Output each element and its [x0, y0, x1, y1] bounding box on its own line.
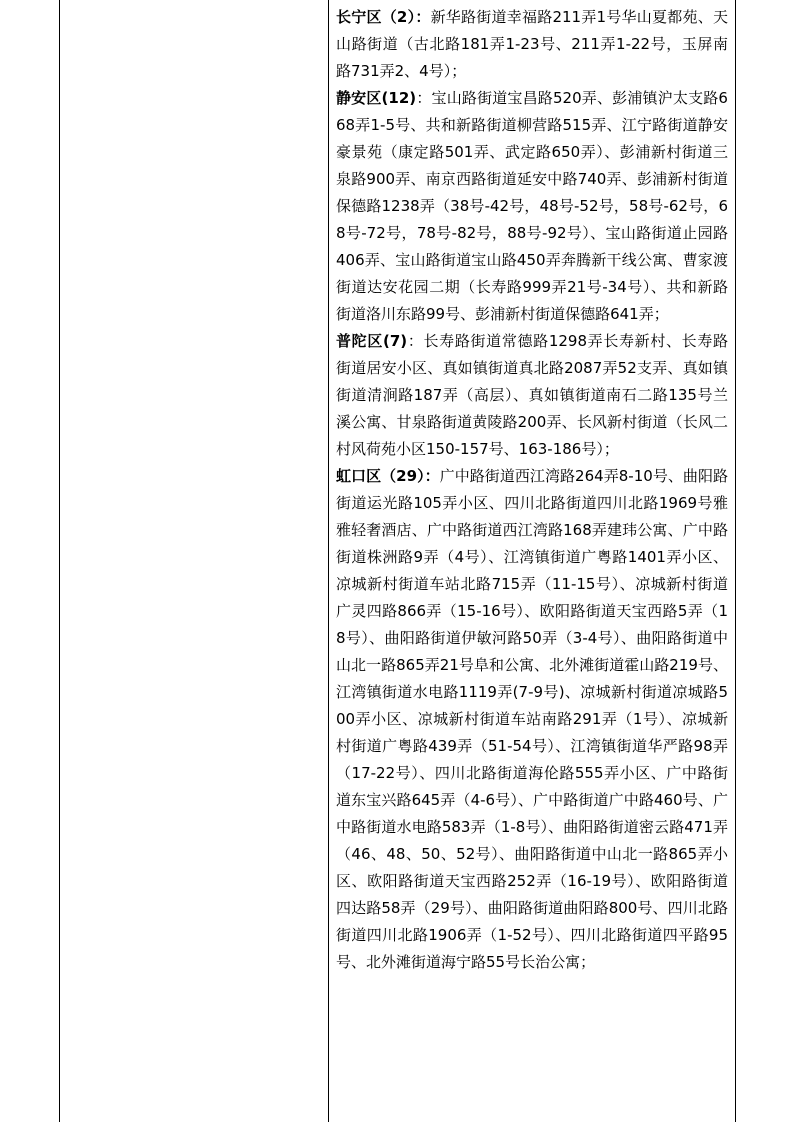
left-empty-cell: [61, 0, 327, 1122]
column-divider: [328, 0, 329, 1122]
district-addresses: 长寿路街道常德路1298弄长寿新村、长寿路街道居安小区、真如镇街道真北路2087弄52支弄、真如镇街道清涧路187弄（高层）、真如镇街道南石二路135号兰溪公寓、甘泉路街道黄陵路200弄、长风新村街道（长风二村风荷苑小区150-157号、163-186号）；: [336, 332, 728, 458]
district-entry-hongkou: [336, 463, 728, 976]
district-name: 长宁区（2）: [336, 8, 416, 26]
district-name: 静安区(12): [336, 89, 417, 107]
district-entry-changning: [336, 4, 728, 85]
address-list-cell: [336, 4, 728, 976]
district-separator: ：: [407, 332, 424, 350]
district-addresses: 广中路街道西江湾路264弄8-10号、曲阳路街道运光路105弄小区、四川北路街道四川北路1969号雅雅轻奢酒店、广中路街道西江湾路168弄建玮公寓、广中路街道株洲路9弄（4号）、江湾镇街道广粤路1401弄小区、凉城新村街道车站北路715弄（11-15号）、凉城新村街道广灵四路866弄（15-16号）、欧阳路街道天宝西路5弄（18号）、曲阳路街道伊敏河路50弄（3-4号）、曲阳路街道中山北一路865弄21号阜和公寓、北外滩街道霍山路219号、江湾镇街道水电路1119弄(7-9号)、凉城新村街道凉城路500弄小区、凉城新村街道车站南路291弄（1号）、凉城新村街道广粤路439弄（51-54号）、江湾镇街道华严路98弄（17-22号）、四川北路街道海伦路555弄小区、广中路街道东宝兴路645弄（4-6号）、广中路街道广中路460号、广中路街道水电路583弄（1-8号）、曲阳路街道密云路471弄（46、48、50、52号）、曲阳路街道中山北一路865弄小区、欧阳路街道天宝西路252弄（16-19号）、欧阳路街道四达路58弄（29号）、曲阳路街道曲阳路800号、四川北路街道四川北路1906弄（1-52号）、四川北路街道四平路95号、北外滩街道海宁路55号长治公寓；: [336, 467, 728, 971]
district-separator: ：: [415, 8, 431, 26]
district-separator: ：: [424, 467, 440, 485]
district-addresses: 宝山路街道宝昌路520弄、彭浦镇沪太支路668弄1-5号、共和新路街道柳营路515弄、江宁路街道静安豪景苑（康定路501弄、武定路650弄）、彭浦新村街道三泉路900弄、南京西路街道延安中路740弄、彭浦新村街道保德路1238弄（38号-42号，48号-52号，58号-62号，68号-72号，78号-82号，88号-92号）、宝山路街道止园路406弄、宝山路街道宝山路450弄奔腾新干线公寓、曹家渡街道达安花园二期（长寿路999弄21号-34号）、共和新路街道洛川东路99号、彭浦新村街道保德路641弄；: [336, 89, 728, 323]
district-name: 虹口区（29）: [336, 467, 425, 485]
district-entry-putuo: [336, 328, 728, 463]
district-name: 普陀区(7): [336, 332, 408, 350]
district-addresses: 新华路街道幸福路211弄1号华山夏都苑、天山路街道（古北路181弄1-23号、211弄1-22号，玉屏南路731弄2、4号）；: [336, 8, 728, 80]
district-entry-jingan: [336, 85, 728, 328]
district-separator: ：: [416, 89, 432, 107]
